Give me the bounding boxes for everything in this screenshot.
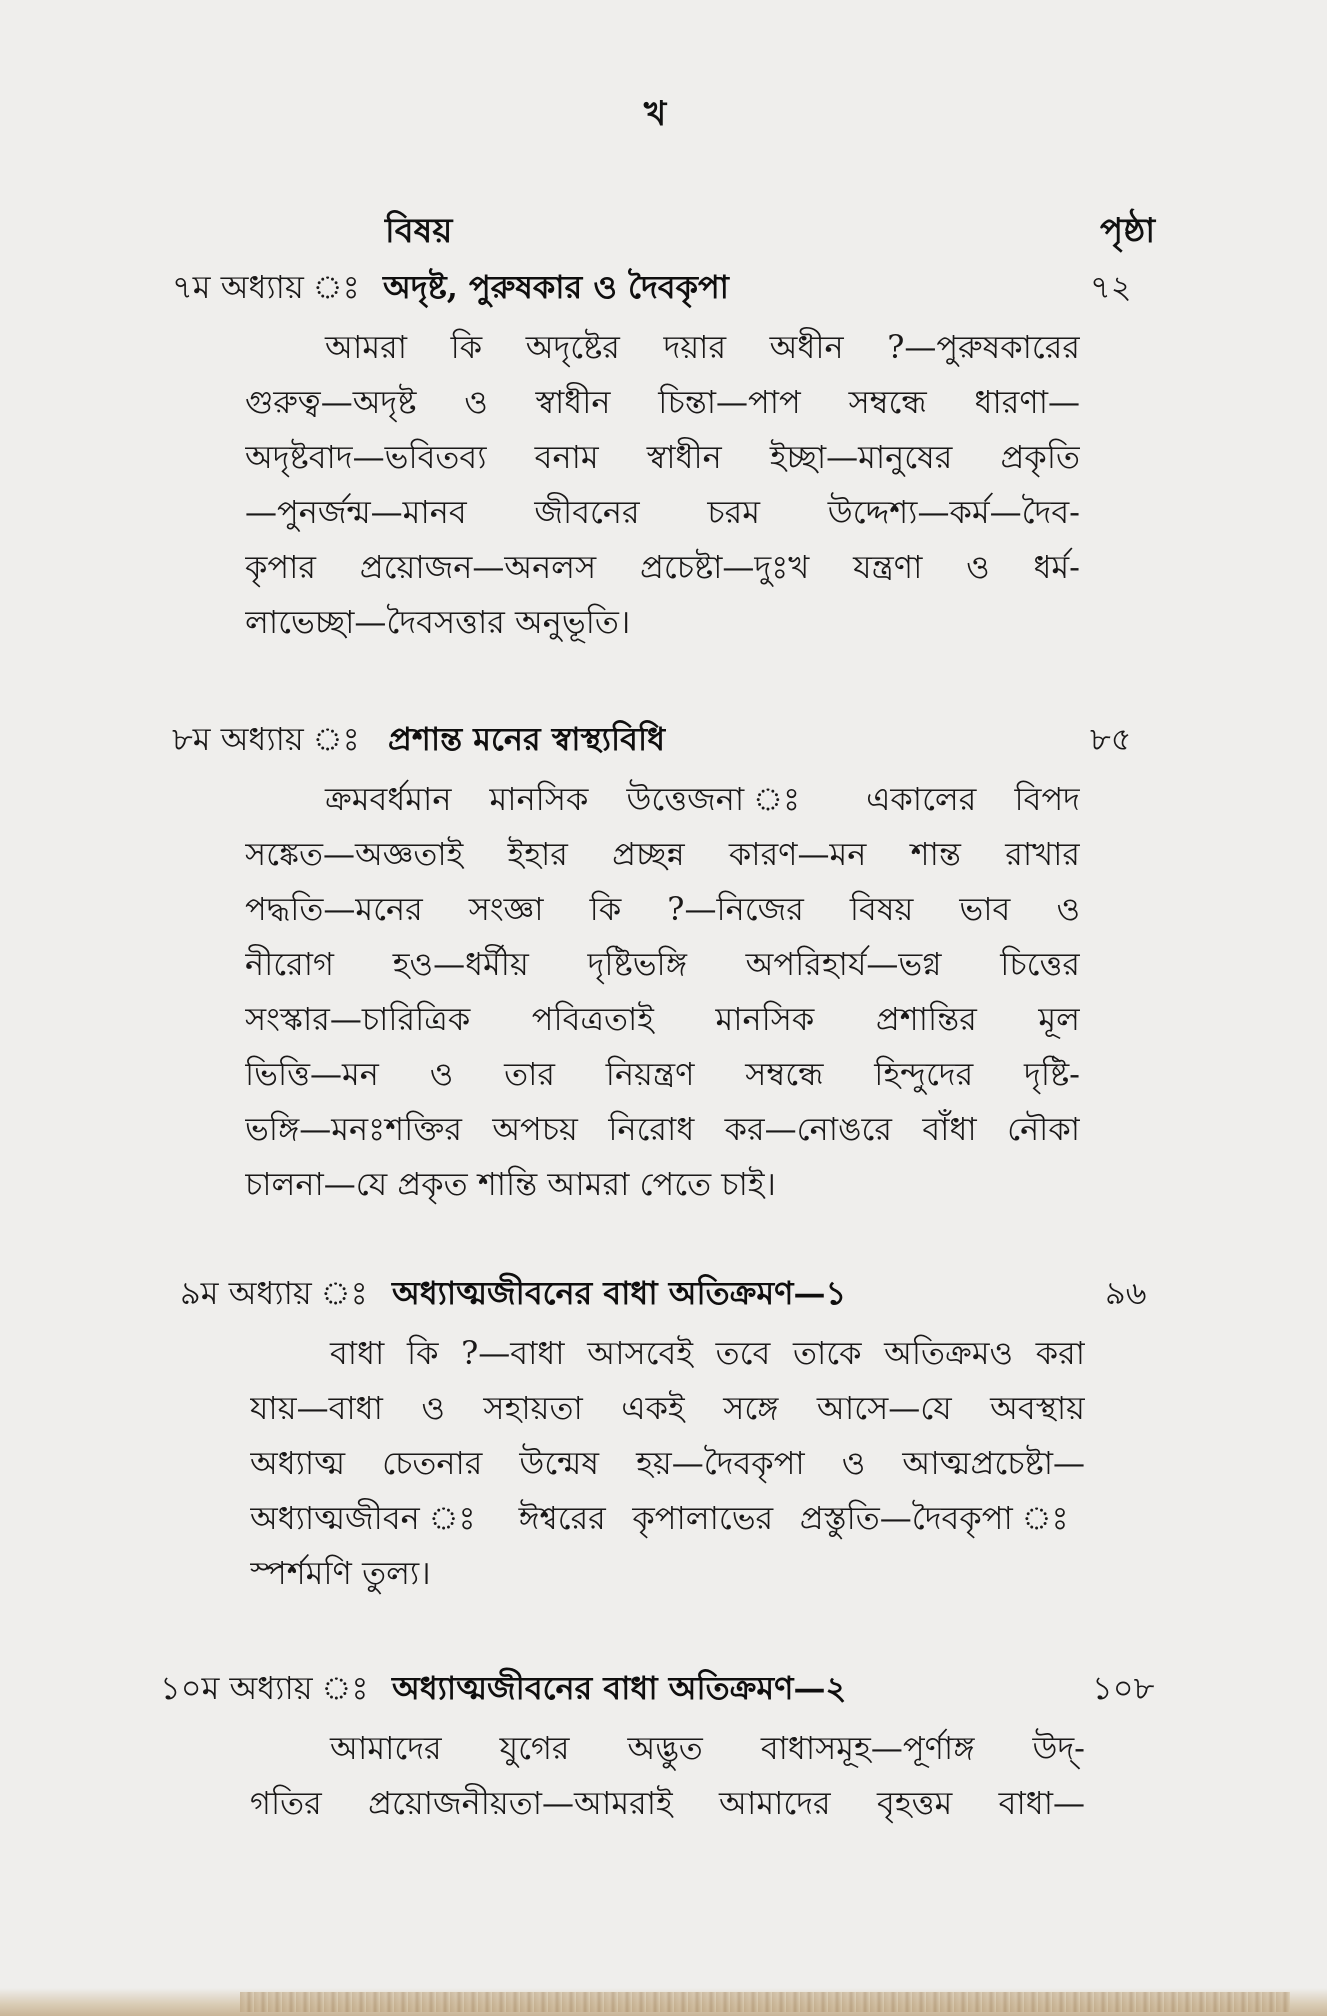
summary-line: আমরা কি অদৃষ্টের দয়ার অধীন ?—পুরুষকারের (325, 328, 1080, 366)
summary-line: পদ্ধতি—মনের সংজ্ঞা কি ?—নিজের বিষয় ভাব ও (245, 890, 1080, 928)
summary-line: সংস্কার—চারিত্রিক পবিত্রতাই মানসিক প্রশান্তির মূল (245, 1000, 1080, 1038)
chapter-heading (0, 1663, 1327, 1713)
chapter-summary (245, 772, 1080, 1212)
summary-line: ক্রমবর্ধমান মানসিক উত্তেজনা ঃ একালের বিপদ (325, 780, 1080, 818)
chapter-page-number: ৭২ (1090, 268, 1132, 306)
summary-line: গতির প্রয়োজনীয়তা—আমরাই আমাদের বৃহত্তম বাধা— (250, 1784, 1085, 1822)
chapter-number: ১০ম অধ্যায় ঃ (160, 1669, 369, 1707)
summary-line: স্পর্শমণি তুল্য। (250, 1554, 431, 1592)
chapter-heading (0, 1268, 1327, 1318)
summary-line: বাধা কি ?—বাধা আসবেই তবে তাকে অতিক্রমও করা (330, 1334, 1085, 1372)
chapter-page-number: ৮৫ (1090, 720, 1132, 758)
summary-line: নীরোগ হও—ধর্মীয় দৃষ্টিভঙ্গি অপরিহার্য—ভগ্ন চিত্তের (245, 945, 1080, 983)
chapter-number: ৭ম অধ্যায় ঃ (172, 268, 360, 306)
summary-line: লাভেচ্ছা—দৈবসত্তার অনুভূতি। (245, 603, 631, 641)
summary-line: সঙ্কেত—অজ্ঞতাই ইহার প্রচ্ছন্ন কারণ—মন শান্ত রাখার (245, 835, 1080, 873)
chapter-title: প্রশান্ত মনের স্বাস্থ্যবিধি (388, 720, 666, 758)
summary-line: ভঙ্গি—মনঃশক্তির অপচয় নিরোধ কর—নোঙরে বাঁধা নৌকা (245, 1110, 1080, 1148)
chapter-summary (245, 320, 1080, 650)
subject-column-heading: বিষয় (385, 211, 453, 251)
page-column-heading: পৃষ্ঠা (1100, 211, 1156, 251)
chapter-number: ৮ম অধ্যায় ঃ (172, 720, 360, 758)
summary-line: ভিত্তি—মন ও তার নিয়ন্ত্রণ সম্বন্ধে হিন্দুদের দৃষ্টি- (245, 1055, 1080, 1093)
chapter-title: অধ্যাত্মজীবনের বাধা অতিক্রমণ—২ (392, 1669, 847, 1707)
chapter-title: অদৃষ্ট, পুরুষকার ও দৈবকৃপা (383, 268, 729, 306)
chapter-summary (250, 1721, 1085, 1831)
chapter-heading (0, 714, 1327, 764)
chapter-title: অধ্যাত্মজীবনের বাধা অতিক্রমণ—১ (392, 1274, 847, 1312)
chapter-heading (0, 262, 1327, 312)
summary-line: কৃপার প্রয়োজন—অনলস প্রচেষ্টা—দুঃখ যন্ত্রণা ও ধর্ম- (245, 548, 1080, 586)
summary-line: অধ্যাত্ম চেতনার উন্মেষ হয়—দৈবকৃপা ও আত্মপ্রচেষ্টা— (250, 1444, 1085, 1482)
summary-line: অধ্যাত্মজীবন ঃ ঈশ্বরের কৃপালাভের প্রস্তুতি—দৈবকৃপা ঃ (250, 1499, 1085, 1537)
summary-line: চালনা—যে প্রকৃত শান্তি আমরা পেতে চাই। (245, 1165, 776, 1203)
chapter-page-number: ৯৬ (1105, 1274, 1147, 1312)
summary-line: গুরুত্ব—অদৃষ্ট ও স্বাধীন চিন্তা—পাপ সম্বন্ধে ধারণা— (245, 383, 1080, 421)
chapter-summary (250, 1326, 1085, 1601)
page-edge-stain (240, 1992, 1290, 2012)
summary-line: আমাদের যুগের অদ্ভুত বাধাসমূহ—পূর্ণাঙ্গ উদ্- (330, 1729, 1085, 1767)
page-mark: খ (643, 94, 667, 134)
chapter-number: ৯ম অধ্যায় ঃ (180, 1274, 368, 1312)
chapter-page-number: ১০৮ (1092, 1669, 1155, 1707)
summary-line: —পুনর্জন্ম—মানব জীবনের চরম উদ্দেশ্য—কর্ম—দৈব- (245, 493, 1080, 531)
summary-line: যায়—বাধা ও সহায়তা একই সঙ্গে আসে—যে অবস্থায় (250, 1389, 1085, 1427)
summary-line: অদৃষ্টবাদ—ভবিতব্য বনাম স্বাধীন ইচ্ছা—মানুষের প্রকৃতি (245, 438, 1080, 476)
